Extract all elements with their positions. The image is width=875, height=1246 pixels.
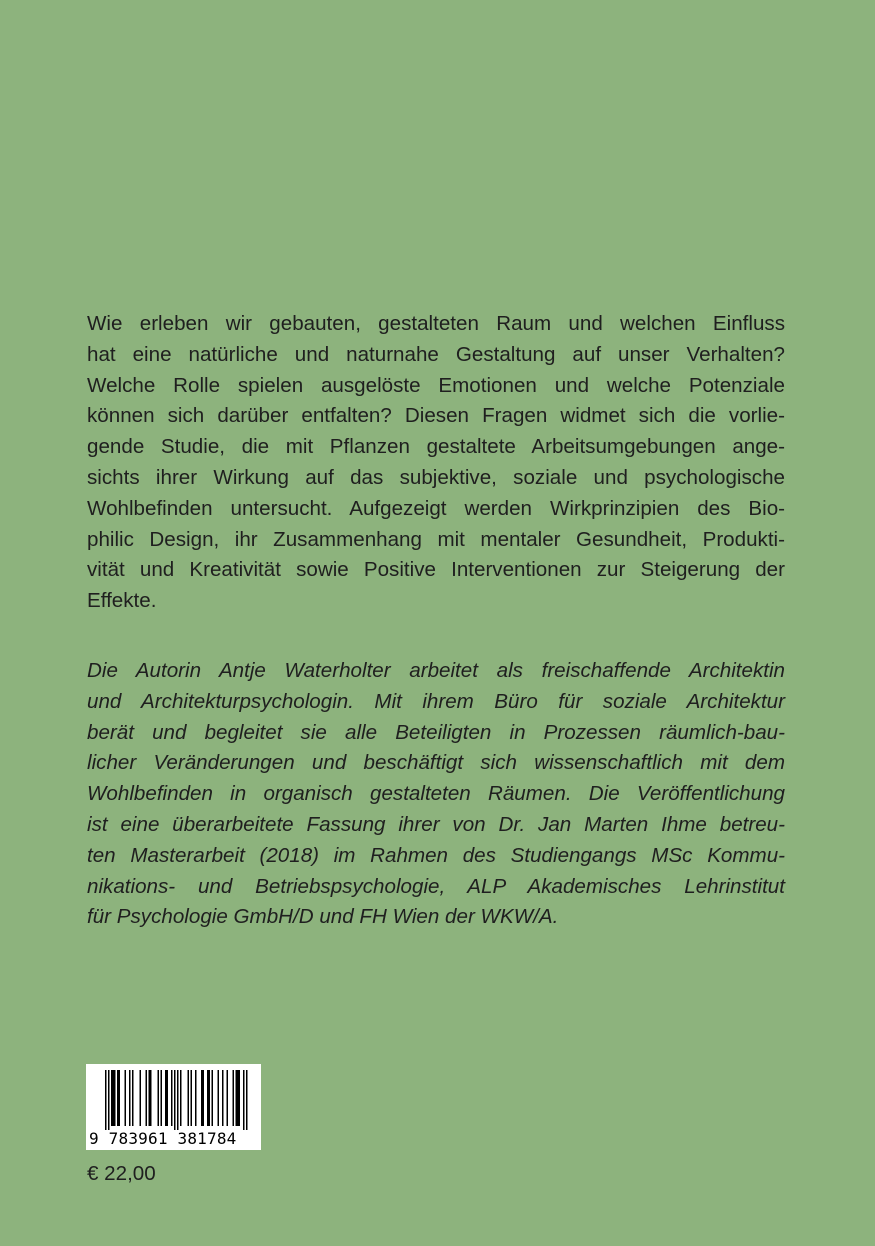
author-bio-line: licher Veränderungen und beschäftigt sich wissenschaftlich mit dem <box>87 751 785 775</box>
description-line: Welche Rolle spielen ausgelöste Emotionen und welche Potenziale <box>87 373 785 397</box>
description-line: philic Design, ihr Zusammenhang mit mentaler Gesundheit, Produkti- <box>87 527 785 551</box>
barcode-bar <box>108 1070 110 1130</box>
barcode-bar <box>212 1070 214 1126</box>
author-bio-line: für Psychologie GmbH/D und FH Wien der WKW/A. <box>87 905 559 929</box>
description-line: gende Studie, die mit Pflanzen gestaltete Arbeitsumgebungen ange- <box>87 435 785 459</box>
author-bio <box>87 656 785 933</box>
isbn-digits: 9 783961 381784 <box>89 1129 237 1148</box>
barcode-bar <box>150 1070 152 1126</box>
barcode-bar <box>113 1070 115 1126</box>
barcode-bar <box>165 1070 167 1126</box>
barcode-bar <box>236 1070 238 1126</box>
description-line: hat eine natürliche und naturnahe Gestaltung auf unser Verhalten? <box>87 342 785 366</box>
barcode-bar <box>132 1070 134 1126</box>
barcode-bar <box>227 1070 229 1126</box>
isbn-barcode <box>86 1064 261 1150</box>
barcode-bar <box>191 1070 193 1126</box>
barcode-bar <box>246 1070 248 1130</box>
barcode-bar <box>114 1070 116 1126</box>
description-line: können sich darüber entfalten? Diesen Fragen widmet sich die vorlie- <box>87 404 785 428</box>
book-description <box>87 309 785 617</box>
barcode-bar <box>161 1070 163 1126</box>
barcode-bar <box>119 1070 121 1126</box>
barcode-bar <box>233 1070 235 1126</box>
barcode-bar <box>174 1070 176 1130</box>
barcode-bar <box>167 1070 169 1126</box>
barcode-bar <box>171 1070 173 1126</box>
author-bio-line: Die Autorin Antje Waterholter arbeitet als freischaffende Architektin <box>87 659 785 682</box>
barcode-bar <box>222 1070 224 1126</box>
description-line: Wohlbefinden untersucht. Aufgezeigt werden Wirkprinzipien des Bio- <box>87 496 785 520</box>
barcode-bar <box>140 1070 142 1126</box>
author-bio-line: berät und begleitet sie alle Beteiligten in Prozessen räumlich-bau- <box>87 720 785 744</box>
barcode-bar <box>188 1070 190 1126</box>
barcode-bar <box>125 1070 127 1126</box>
barcode-bar <box>146 1070 148 1126</box>
description-line: vität und Kreativität sowie Positive Interventionen zur Steigerung der <box>87 558 785 582</box>
barcode-bar <box>117 1070 119 1126</box>
description-line: Effekte. <box>87 589 157 613</box>
author-bio-line: ten Masterarbeit (2018) im Rahmen des Studiengangs MSc Kommu- <box>87 843 785 867</box>
barcode-bar <box>180 1070 182 1126</box>
barcode-bar <box>195 1070 197 1126</box>
barcode-bar <box>209 1070 211 1126</box>
price: € 22,00 <box>87 1162 156 1185</box>
barcode-bar <box>237 1070 239 1126</box>
description-line: sichts ihrer Wirkung auf das subjektive, soziale und psychologische <box>87 465 785 489</box>
barcode-bar <box>203 1070 205 1126</box>
barcode-bar <box>243 1070 245 1130</box>
author-bio-line: und Architekturpsychologin. Mit ihrem Büro für soziale Architektur <box>87 689 785 713</box>
barcode-bar <box>158 1070 160 1126</box>
barcode-bar <box>149 1070 151 1126</box>
barcode-bar <box>129 1070 131 1126</box>
description-line: Wie erleben wir gebauten, gestalteten Raum und welchen Einfluss <box>87 312 785 335</box>
author-bio-line: Wohlbefinden in organisch gestalteten Räumen. Die Veröffentlichung <box>87 782 785 806</box>
author-bio-line: ist eine überarbeitete Fassung ihrer von Dr. Jan Marten Ihme betreu- <box>87 812 785 836</box>
barcode-bar <box>207 1070 209 1126</box>
barcode-bar <box>239 1070 241 1126</box>
barcode-bar <box>218 1070 220 1126</box>
author-bio-line: nikations- und Betriebspsychologie, ALP Akademisches Lehrinstitut <box>87 874 785 898</box>
barcode-bar <box>177 1070 179 1130</box>
barcode-bar <box>111 1070 113 1126</box>
barcode-bar <box>105 1070 107 1130</box>
barcode-bar <box>201 1070 203 1126</box>
